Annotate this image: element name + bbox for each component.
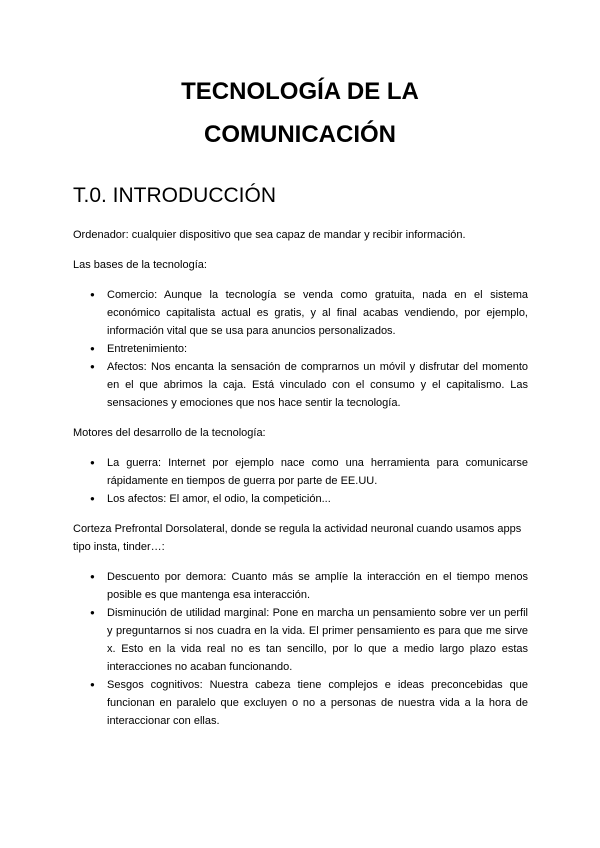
document-title-line-2: COMUNICACIÓN: [204, 121, 396, 148]
corteza-list: [73, 568, 528, 730]
paragraph-motores: Motores del desarrollo de la tecnología:: [73, 427, 266, 439]
bases-list: [73, 286, 528, 412]
document-title-line-1: TECNOLOGÍA DE LA: [181, 78, 419, 105]
section-heading: T.0. INTRODUCCIÓN: [73, 184, 277, 207]
paragraph-corteza: Corteza Prefrontal Dorsolateral, donde se regula la actividad neuronal cuando usamos apps tipo insta, tinder…:: [73, 523, 522, 553]
document-body: [73, 226, 528, 742]
list-item: ● Disminución de utilidad marginal: Pone en marcha un pensamiento sobre ver un perfil y preguntarnos si nos cuadra en la vida. El primer pensamiento es para que me sirve x. Esto en la vida real no es tan sencillo, por lo que a medio largo plazo estas interacciones no acaban funcionando.: [73, 604, 528, 676]
list-item: ● Comercio: Aunque la tecnología se venda como gratuita, nada en el sistema económico capitalista actual es gratis, y al final acabas vendiendo, por ejemplo, información vital que se usa para anuncios personalizados.: [73, 286, 528, 340]
list-item: ● Afectos: Nos encanta la sensación de comprarnos un móvil y disfrutar del momento en el que abrimos la caja. Está vinculado con el consumo y el capitalismo. Las sensaciones y emociones que nos hace sentir la tecnología.: [73, 358, 528, 412]
paragraph-ordenador: Ordenador: cualquier dispositivo que sea capaz de mandar y recibir información.: [73, 229, 466, 241]
list-item: ● Sesgos cognitivos: Nuestra cabeza tiene complejos e ideas preconcebidas que funcionan en paralelo que excluyen o no a personas de nuestra vida a la hora de interaccionar con ellas.: [73, 676, 528, 730]
list-item: ● Los afectos: El amor, el odio, la competición...: [73, 490, 528, 508]
list-item: ● La guerra: Internet por ejemplo nace como una herramienta para comunicarse rápidamente en tiempos de guerra por parte de EE.UU.: [73, 454, 528, 490]
list-item: ● Entretenimiento:: [73, 340, 528, 358]
list-item: ● Descuento por demora: Cuanto más se amplíe la interacción en el tiempo menos posible es que mantenga esa interacción.: [73, 568, 528, 604]
paragraph-bases: Las bases de la tecnología:: [73, 259, 207, 271]
motores-list: [73, 454, 528, 508]
